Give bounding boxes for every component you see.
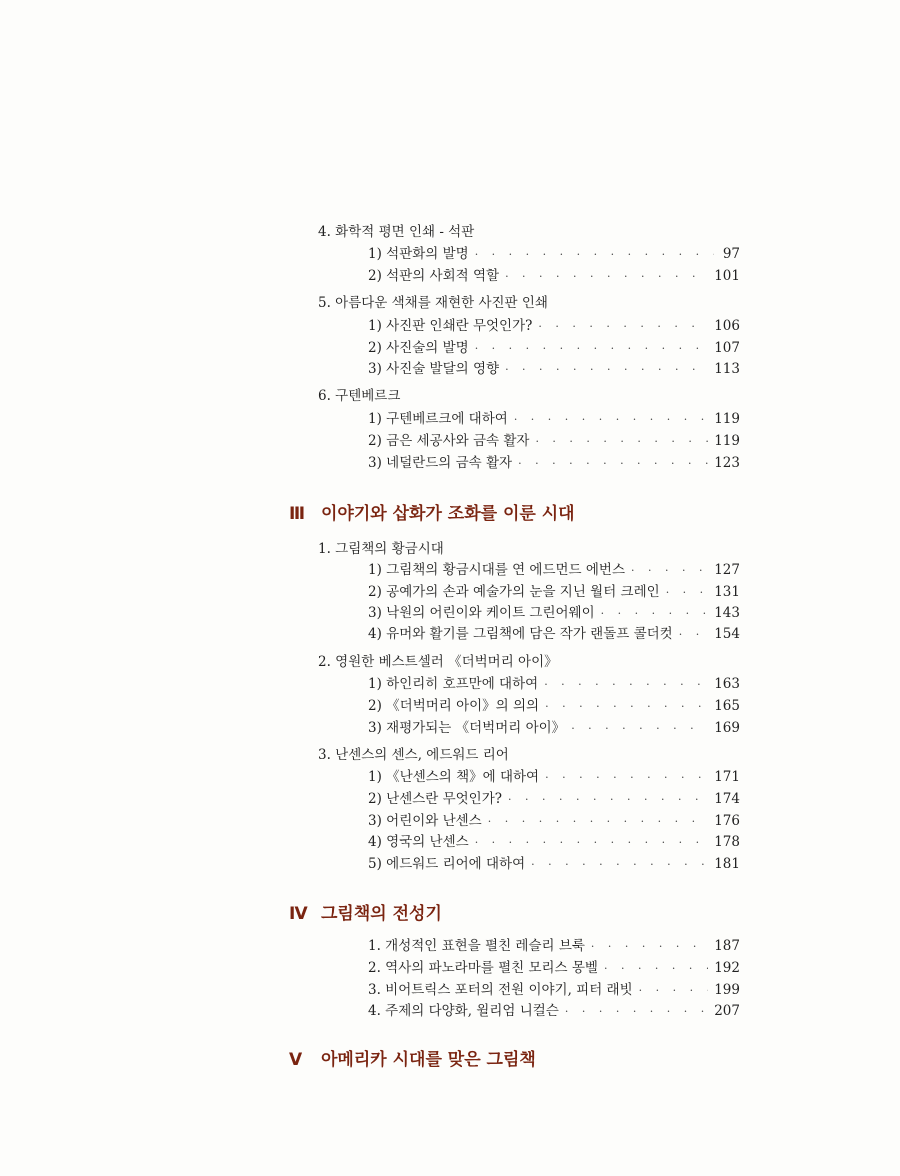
toc-entry <box>368 852 740 872</box>
toc-entry-title: 1. 개성적인 표현을 펼친 레슬리 브룩 <box>368 938 585 954</box>
dot-leader <box>565 1005 708 1018</box>
toc-entry <box>368 336 740 356</box>
toc-entry-page: 187 <box>714 938 740 954</box>
toc-entry-title: 1) 구텐베르크에 대하여 <box>368 411 508 427</box>
dot-leader <box>544 678 708 691</box>
section-number: Ⅳ <box>289 904 308 924</box>
toc-entry <box>368 429 740 449</box>
toc-entry-title: 3) 낙원의 어린이와 케이트 그린어웨이 <box>368 605 595 621</box>
toc-entry-page: 143 <box>714 605 740 621</box>
toc-entry <box>368 978 740 998</box>
toc-entry <box>368 934 740 954</box>
toc-entry-page: 131 <box>714 584 740 600</box>
toc-entry-title: 1) 하인리히 호프만에 대하여 <box>368 676 539 692</box>
dot-leader <box>631 564 708 577</box>
dot-leader <box>538 320 708 333</box>
dot-leader <box>571 722 708 735</box>
section-number: Ⅲ <box>289 504 306 524</box>
dot-leader <box>604 962 708 975</box>
dot-leader <box>475 248 714 261</box>
toc-entry-title: 4) 영국의 난센스 <box>368 834 469 850</box>
toc-subheading: 5. 아름다운 색채를 재현한 사진판 인쇄 <box>318 295 548 311</box>
section-title: 아메리카 시대를 맞은 그림책 <box>321 1050 536 1070</box>
toc-subheading: 1. 그림책의 황금시대 <box>318 541 444 557</box>
toc-entry-page: 101 <box>714 268 740 284</box>
toc-entry <box>368 999 740 1019</box>
toc-entry <box>368 694 740 714</box>
dot-leader <box>601 607 709 620</box>
toc-entry <box>368 787 740 807</box>
dot-leader <box>531 858 708 871</box>
toc-entry-title: 2. 역사의 파노라마를 펼친 모리스 몽벨 <box>368 960 598 976</box>
section-title: 이야기와 삽화가 조화를 이룬 시대 <box>321 504 575 524</box>
toc-entry-page: 119 <box>714 433 740 449</box>
toc-entry-page: 207 <box>714 1003 740 1019</box>
toc-entry <box>368 809 740 829</box>
toc-entry <box>368 558 740 578</box>
toc-entry-page: 123 <box>714 455 740 471</box>
dot-leader <box>679 628 709 641</box>
toc-entry <box>368 357 740 377</box>
dot-leader <box>514 413 708 426</box>
toc-entry-page: 107 <box>714 340 740 356</box>
section-heading <box>289 899 442 924</box>
toc-subheading: 4. 화학적 평면 인쇄 - 석판 <box>318 224 475 240</box>
dot-leader <box>666 586 709 599</box>
toc-entry <box>368 765 740 785</box>
toc-entry-page: 192 <box>714 960 740 976</box>
dot-leader <box>535 435 708 448</box>
toc-entry-title: 3. 비어트릭스 포터의 전원 이야기, 피터 래빗 <box>368 982 633 998</box>
toc-entry-page: 154 <box>714 626 740 642</box>
toc-entry <box>368 451 740 471</box>
toc-entry <box>368 601 740 621</box>
toc-entry-title: 1) 석판화의 발명 <box>368 246 469 262</box>
dot-leader <box>639 984 709 997</box>
dot-leader <box>545 700 708 713</box>
toc-entry-page: 169 <box>714 720 740 736</box>
toc-entry-title: 2) 공예가의 손과 예술가의 눈을 지닌 월터 크레인 <box>368 584 660 600</box>
toc-entry-page: 119 <box>714 411 740 427</box>
dot-leader <box>508 793 708 806</box>
toc-entry-title: 3) 사진술 발달의 영향 <box>368 361 500 377</box>
toc-entry <box>368 622 740 642</box>
toc-subheading: 2. 영원한 베스트셀러 《더벅머리 아이》 <box>318 654 558 670</box>
toc-entry-title: 3) 어린이와 난센스 <box>368 813 482 829</box>
toc-entry-title: 1) 그림책의 황금시대를 연 에드먼드 에번스 <box>368 562 626 578</box>
toc-entry-page: 199 <box>714 982 740 998</box>
toc-entry-title: 2) 금은 세공사와 금속 활자 <box>368 433 530 449</box>
toc-entry-title: 3) 네덜란드의 금속 활자 <box>368 455 513 471</box>
toc-entry-page: 178 <box>714 834 740 850</box>
toc-subheading: 6. 구텐베르크 <box>318 388 401 404</box>
toc-entry <box>368 407 740 427</box>
dot-leader <box>505 270 708 283</box>
toc-entry-page: 171 <box>714 769 740 785</box>
toc-entry <box>368 580 740 600</box>
section-heading <box>289 499 575 524</box>
toc-entry-page: 127 <box>714 562 740 578</box>
toc-entry <box>368 242 740 262</box>
toc-entry-title: 2) 사진술의 발명 <box>368 340 469 356</box>
toc-entry <box>368 830 740 850</box>
toc-entry <box>368 716 740 736</box>
toc-entry <box>368 264 740 284</box>
toc-entry-title: 2) 난센스란 무엇인가? <box>368 791 503 807</box>
dot-leader <box>505 363 708 376</box>
toc-entry-page: 113 <box>714 361 740 377</box>
dot-leader <box>518 457 708 470</box>
toc-entry-title: 4) 유머와 활기를 그림책에 담은 작가 랜돌프 콜더컷 <box>368 626 673 642</box>
toc-entry-title: 1) 사진판 인쇄란 무엇인가? <box>368 318 533 334</box>
section-heading <box>289 1045 536 1070</box>
toc-entry-page: 163 <box>714 676 740 692</box>
toc-entry <box>368 956 740 976</box>
toc-entry-page: 181 <box>714 856 740 872</box>
section-title: 그림책의 전성기 <box>321 904 442 924</box>
toc-entry-title: 4. 주제의 다양화, 윌리엄 니컬슨 <box>368 1003 559 1019</box>
dot-leader <box>545 771 708 784</box>
toc-entry-title: 3) 재평가되는 《더벅머리 아이》 <box>368 720 566 736</box>
toc-entry-page: 165 <box>714 698 740 714</box>
dot-leader <box>591 940 708 953</box>
toc-entry-page: 106 <box>714 318 740 334</box>
toc-entry-title: 5) 에드워드 리어에 대하여 <box>368 856 526 872</box>
toc-entry-title: 2) 석판의 사회적 역할 <box>368 268 500 284</box>
section-number: Ⅴ <box>289 1050 303 1070</box>
toc-entry <box>368 314 740 334</box>
toc-entry-page: 174 <box>714 791 740 807</box>
toc-entry-title: 2) 《더벅머리 아이》의 의의 <box>368 698 540 714</box>
toc-entry-page: 176 <box>714 813 740 829</box>
dot-leader <box>475 836 709 849</box>
toc-entry-title: 1) 《난센스의 책》에 대하여 <box>368 769 540 785</box>
dot-leader <box>475 342 709 355</box>
toc-subheading: 3. 난센스의 센스, 에드워드 리어 <box>318 747 509 763</box>
toc-entry <box>368 672 740 692</box>
toc-entry-page: 97 <box>722 246 740 262</box>
dot-leader <box>488 815 708 828</box>
